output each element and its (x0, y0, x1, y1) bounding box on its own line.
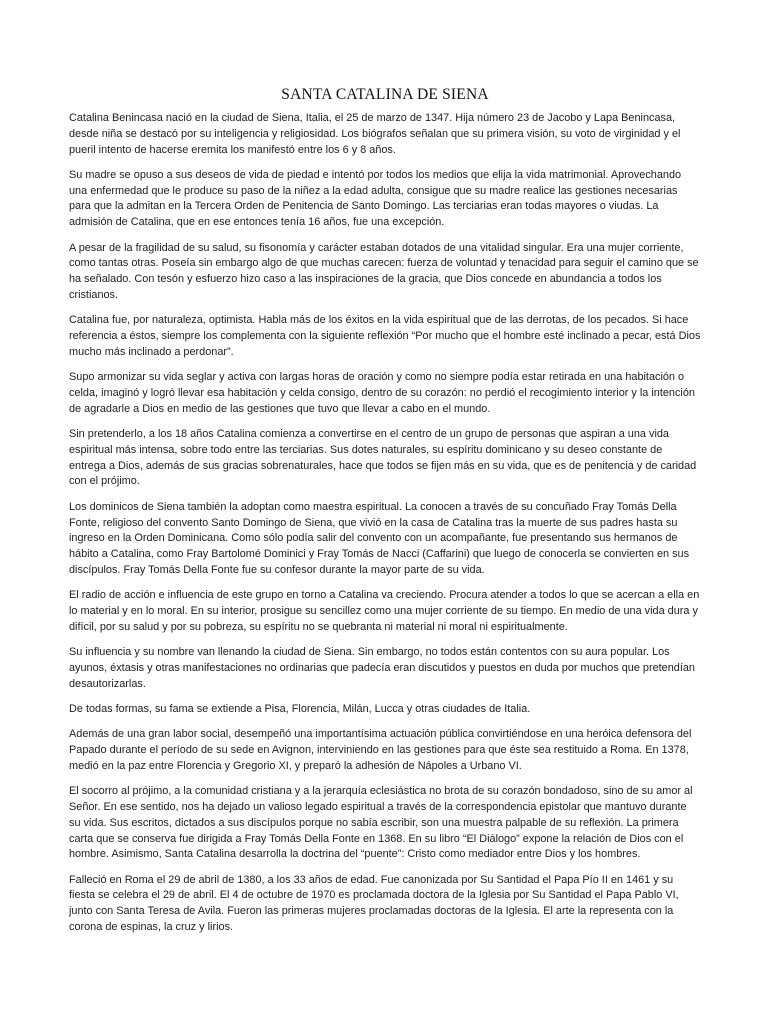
paragraph-2: Su madre se opuso a sus deseos de vida de piedad e intentó por todos los medios que elija la vida matrimonial. Aprovechando una enfermedad que le produce su paso de la niñez a la edad adulta, consigue que su madre realice las gestiones necesarias para que la admitan en la Tercera Orden de Penitencia de Santo Domingo. Las terciarias eran todas mayores o viudas. La admisión de Catalina, que en ese entonces tenía 16 años, fue una excepción. (69, 168, 682, 229)
document-title: SANTA CATALINA DE SIENA (281, 86, 489, 103)
paragraph-1: Catalina Benincasa nació en la ciudad de Siena, Italia, el 25 de marzo de 1347. Hija número 23 de Jacobo y Lapa Benincasa, desde niña se destacó por su inteligencia y religiosidad. Los biógrafos señalan que su primera visión, su voto de virginidad y el pueril intento de hacerse eremita los manifestó entre los 6 y 8 años. (69, 112, 681, 156)
paragraph-3: A pesar de la fragilidad de su salud, su fisonomía y carácter estaban dotados de una vitalidad singular. Era una mujer corriente, como tantas otras. Poseía sin embargo algo de que muchas carecen: fuerza de voluntad y tenacidad para seguir el camino que se ha señalado. Con tesón y esfuerzo hizo caso a las inspiraciones de la gracia, que Dios concede en abundancia a todos los cristianos. (69, 241, 699, 301)
paragraph-6: Sin pretenderlo, a los 18 años Catalina comienza a convertirse en el centro de un grupo de personas que aspiran a una vida espiritual más intensa, sobre todo entre las terciarias. Sus dotes naturales, su espíritu dominicano y su deseo constante de entrega a Dios, además de sus gracias sobrenaturales, hace que todos se fijen más en su vida, que es de penitencia y de caridad con el prójimo. (69, 428, 697, 488)
paragraph-5: Supo armonizar su vida seglar y activa con largas horas de oración y como no siempre podía estar retirada en una habitación o celda, imaginó y logró llevar esa habitación y celda consigo, dentro de su corazón: no perdió el recogimiento interior y la intención de agradarle a Dios en medio de las gestiones que tuvo que llevar a cabo en el mundo. (69, 371, 695, 415)
paragraph-9: Su influencia y su nombre van llenando la ciudad de Siena. Sin embargo, no todos están contentos con su aura popular. Los ayunos, éxtasis y otras manifestaciones no ordinarias que padecía eran discutidos y puestos en duda por muchos que pretendían desautorizarlas. (69, 646, 695, 690)
paragraph-13: Falleció en Roma el 29 de abril de 1380, a los 33 años de edad. Fue canonizada por Su Santidad el Papa Pío II en 1461 y su fiesta se celebra el 29 de abril. El 4 de octubre de 1970 es proclamada doctora de la Iglesia por Su Santidad el Papa Pablo VI, junto con Santa Teresa de Avila. Fueron las primeras mujeres proclamadas doctoras de la Iglesia. El arte la representa con la corona de espinas, la cruz y lirios. (69, 873, 679, 934)
paragraph-10: De todas formas, su fama se extiende a Pisa, Florencia, Milán, Lucca y otras ciudades de Italia. (69, 703, 531, 715)
paragraph-7: Los dominicos de Siena también la adoptan como maestra espiritual. La conocen a través de su concuñado Fray Tomás Della Fonte, religioso del convento Santo Domingo de Siena, que vivió en la casa de Catalina tras la muerte de sus padres hasta su ingreso en la Orden Dominicana. Como sólo podía salir del convento con un acompañante, fue presentando sus hermanos de hábito a Catalina, como Fray Bartolomé Dominici y Fray Tomás de Nacci (Caffarini) que luego de conocerla se convierten en sus discípulos. Fray Tomás Della Fonte fue su confesor durante la mayor parte de su vida. (69, 500, 690, 576)
paragraph-11: Además de una gran labor social, desempeñó una importantísima actuación pública convirtiéndose en una heróica defensora del Papado durante el período de su sede en Avignon, interviniendo en las gestiones para que éste sea restituido a Roma. En 1378, medió en la paz entre Florencia y Gregorio XI, y preparó la adhesión de Nápoles a Urbano VI. (69, 728, 692, 772)
paragraph-8: El radio de acción e influencia de este grupo en torno a Catalina va creciendo. Procura atender a todos lo que se acercan a ella en lo material y en lo moral. En su interior, prosigue su sencillez como una mujer corriente de su tiempo. En medio de una vida dura y difícil, por su salud y por su pobreza, su espíritu no se quebranta ni material ni moral ni espiritualmente. (69, 589, 700, 633)
paragraph-12: El socorro al prójimo, a la comunidad cristiana y a la jerarquía eclesiástica no brota de su corazón bondadoso, sino de su amor al Señor. En ese sentido, nos ha dejado un valioso legado espiritual a través de la correspondencia epistolar que mantuvo durante su vida. Sus escritos, dictados a sus discípulos porque no sabía escribir, son una muestra palpable de su reflexión. La primera carta que se conserva fue dirigida a Fray Tomás Della Fonte en 1368. En su libro “El Diálogo” expone la relación de Dios con el hombre. Asimismo, Santa Catalina desarrolla la doctrina del “puente”: Cristo como mediador entre Dios y los hombres. (69, 785, 693, 861)
paragraph-4: Catalina fue, por naturaleza, optimista. Habla más de los éxitos en la vida espiritual que de las derrotas, de los pecados. Si hace referencia a éstos, siempre los complementa con la siguiente reflexión “Por mucho que el hombre esté inclinado a pecar, está Dios mucho más inclinado a perdonar”. (69, 314, 701, 358)
